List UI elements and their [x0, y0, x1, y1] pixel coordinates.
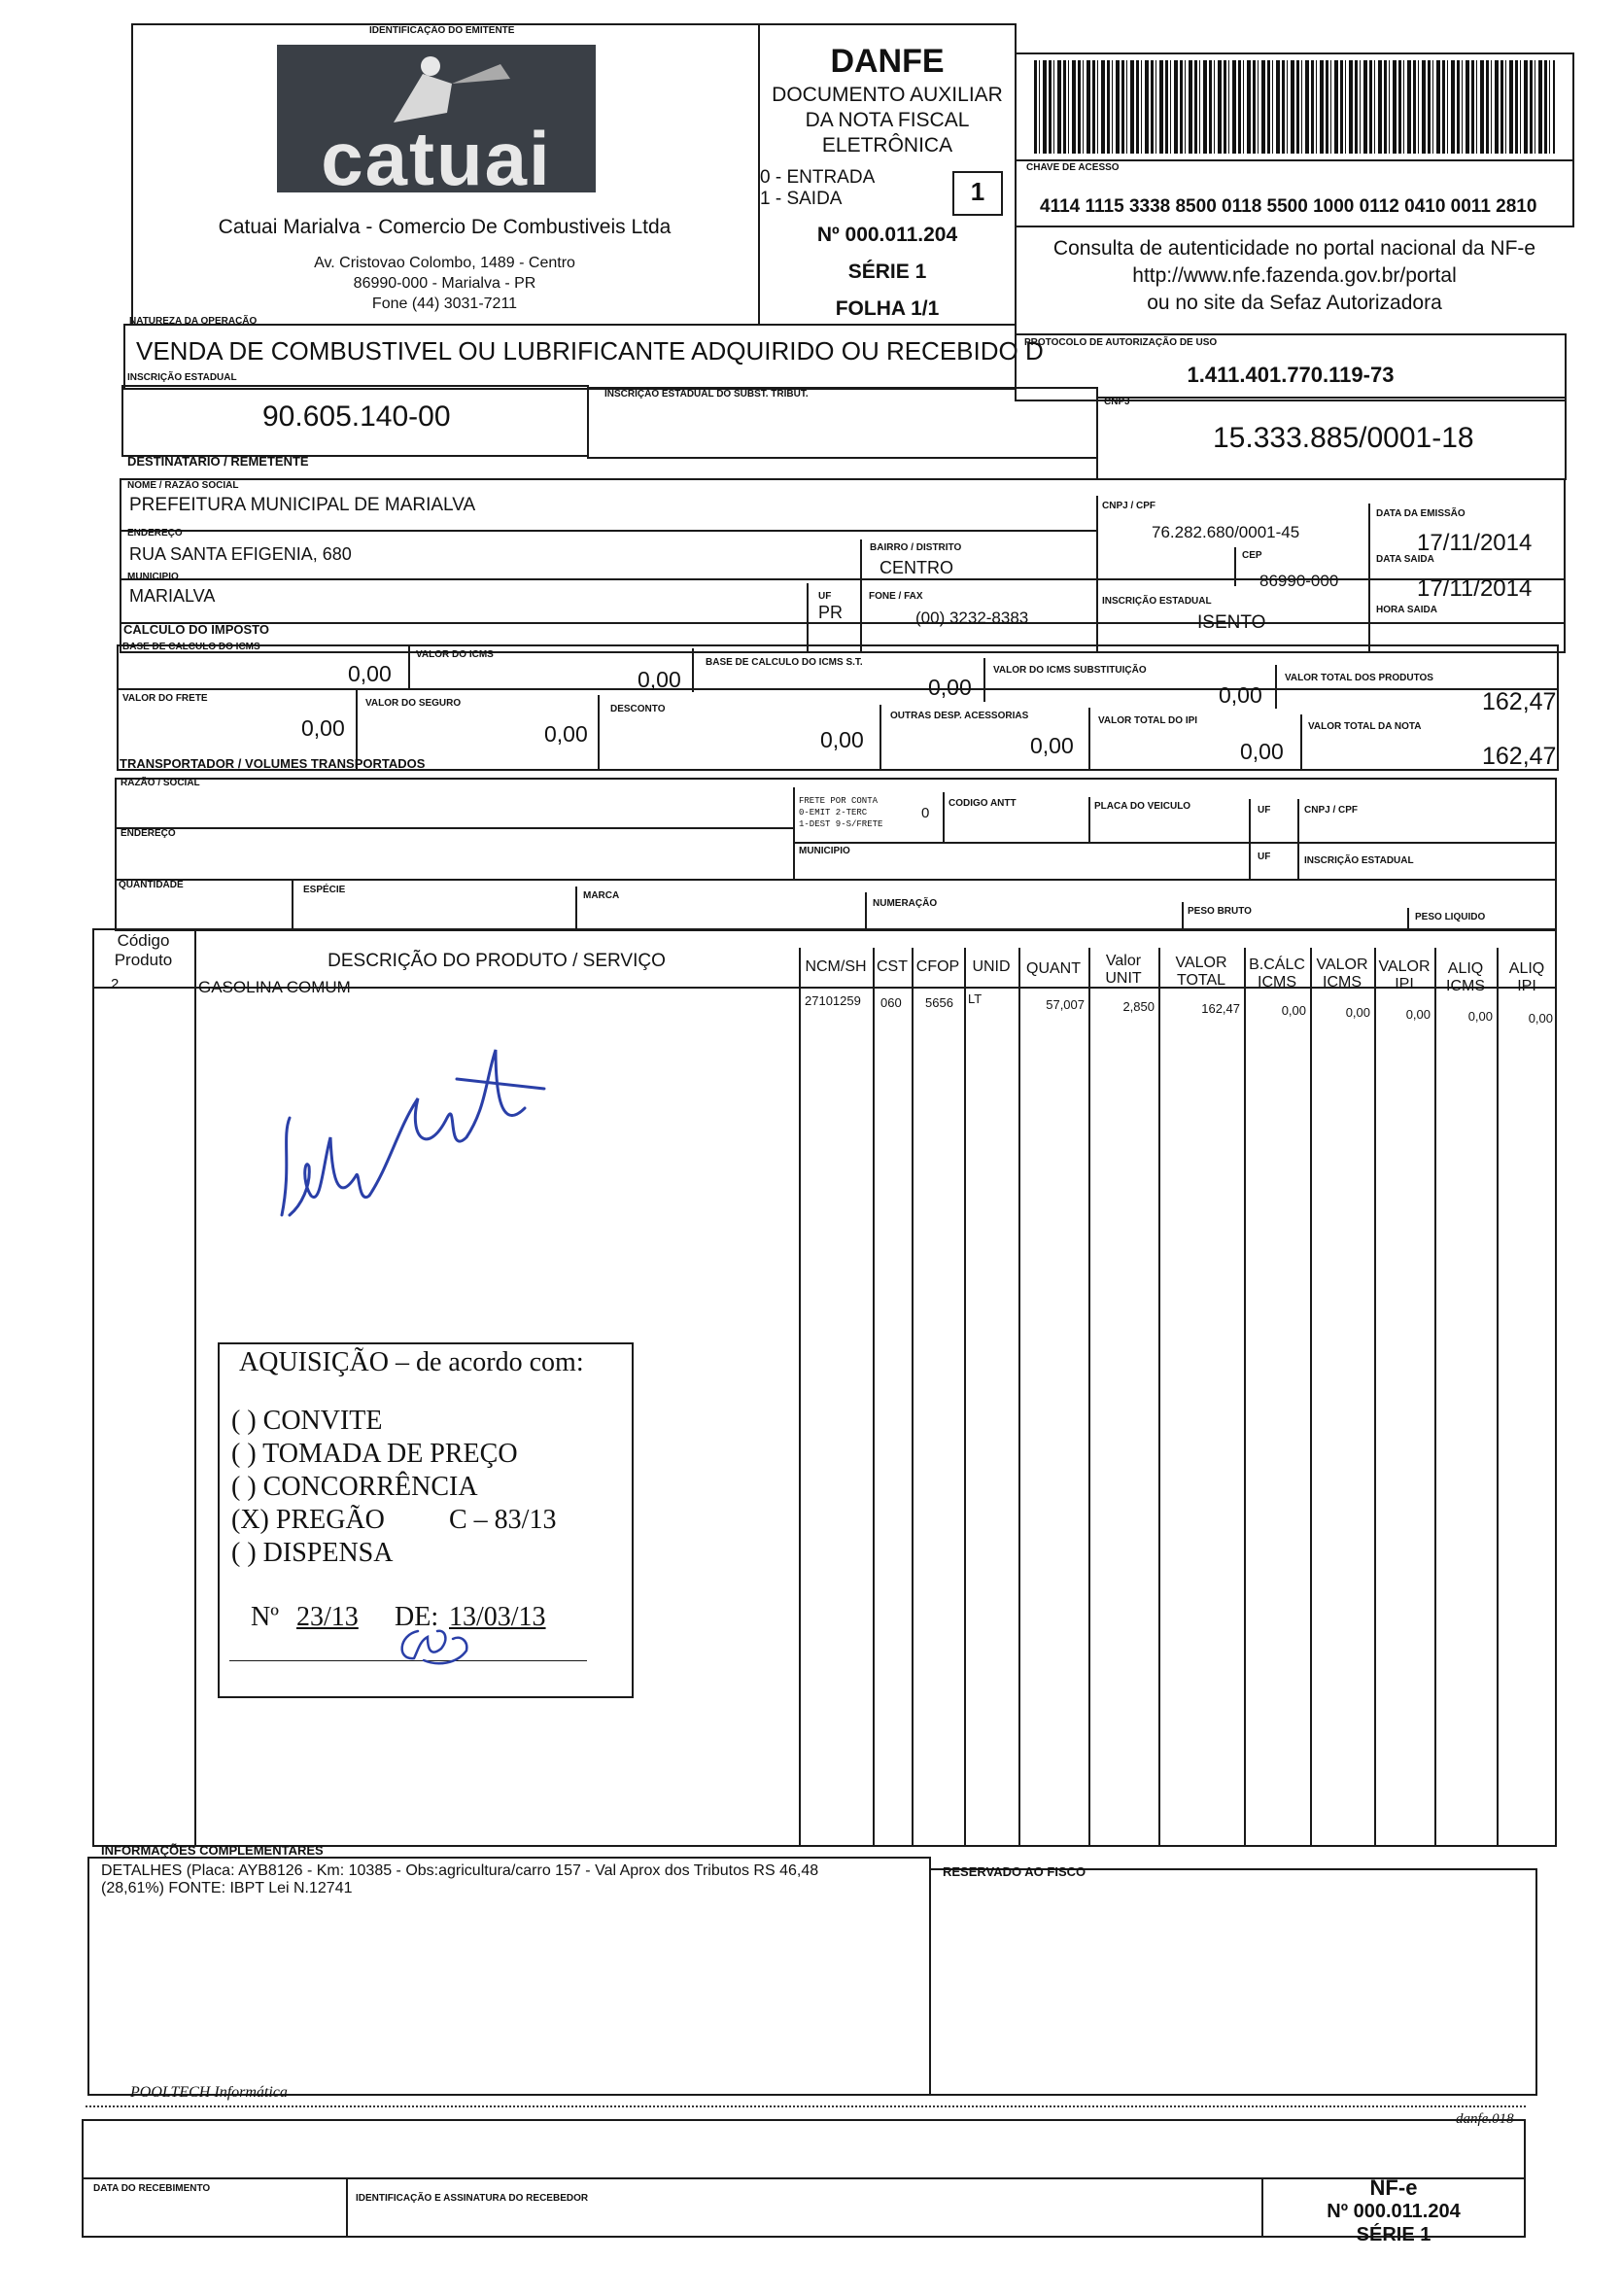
initials-signature [389, 1621, 476, 1668]
imposto-section: CÁLCULO DO IMPOSTO [123, 622, 269, 637]
row-aipi: 0,00 [1528, 1011, 1553, 1026]
dest-fone: (00) 3232-8383 [915, 609, 1029, 627]
dest-cnpj: 76.282.680/0001-45 [1152, 523, 1300, 541]
danfe-subtitle-1: DOCUMENTO AUXILIAR [772, 84, 1003, 106]
dest-bairro: CENTRO [879, 558, 953, 577]
col-cst: CST [877, 958, 908, 975]
stamp-num: 23/13 [296, 1602, 359, 1632]
info-line1: DETALHES (Placa: AYB8126 - Km: 10385 - Obs:agricultura/carro 157 - Val Aprox dos Tributos RS 46,48 [101, 1862, 819, 1879]
footer-numero: Nº 000.011.204 [1327, 2201, 1461, 2222]
col-vipi-2: IPI [1395, 976, 1414, 992]
valor-icms-label: VALOR DO ICMS [416, 649, 494, 660]
col-bcalc-2: ICMS [1258, 974, 1296, 991]
row-vunit: 2,850 [1122, 999, 1155, 1014]
frete: 0,00 [301, 715, 345, 741]
icms-sub-label: VALOR DO ICMS SUBSTITUIÇÃO [993, 665, 1147, 676]
col-cfop: CFOP [915, 958, 960, 975]
col-bcalc-1: B.CÁLC [1249, 957, 1305, 973]
row-ncm: 27101259 [805, 993, 861, 1008]
consulta-line1: Consulta de autenticidade no portal nacional da NF-e [1052, 237, 1536, 260]
stamp-de: 13/03/13 [449, 1602, 546, 1632]
row-descricao: GASOLINA COMUM [198, 978, 351, 996]
stamp-opt4-ref: C – 83/13 [449, 1505, 557, 1535]
dest-saida-label: DATA SAIDA [1376, 554, 1434, 565]
row-aicms: 0,00 [1467, 1009, 1493, 1024]
col-vunit-2: UNIT [1105, 970, 1142, 987]
chave-label: CHAVE DE ACESSO [1026, 162, 1120, 173]
frete-label: VALOR DO FRETE [122, 693, 208, 704]
total-prod-label: VALOR TOTAL DOS PRODUTOS [1285, 673, 1433, 683]
stamp-opt2: ( ) TOMADA DE PREÇO [231, 1439, 518, 1469]
emitente-city: 86990-000 - Marialva - PR [353, 275, 536, 292]
col-descricao: DESCRIÇÃO DO PRODUTO / SERVIÇO [328, 951, 666, 971]
natureza-label: NATUREZA DA OPERAÇÃO [129, 316, 258, 327]
dest-hora-label: HORA SAIDA [1376, 605, 1437, 615]
dest-emissao: 17/11/2014 [1417, 530, 1533, 556]
danfe-entrada: 0 - ENTRADA [760, 167, 876, 188]
outras-label: OUTRAS DESP. ACESSORIAS [890, 711, 1029, 721]
valor-icms: 0,00 [638, 667, 681, 692]
ie-st-label: INSCRIÇÃO ESTADUAL DO SUBST. TRIBUT. [604, 389, 809, 400]
emitente-section-label: IDENTIFICAÇÃO DO EMITENTE [369, 25, 515, 36]
col-vipi-1: VALOR [1378, 958, 1431, 975]
col-aipi-1: ALIQ [1508, 960, 1545, 977]
form-code: danfe.018 [1456, 2111, 1514, 2127]
stamp-num-label: Nº [251, 1602, 279, 1632]
ipi-label: VALOR TOTAL DO IPI [1098, 715, 1198, 726]
danfe-saida: 1 - SAIDA [760, 189, 843, 209]
danfe-folha: FOLHA 1/1 [835, 297, 940, 320]
outras: 0,00 [1030, 733, 1074, 758]
stamp-opt5: ( ) DISPENSA [231, 1538, 394, 1568]
row-vipi: 0,00 [1405, 1007, 1431, 1022]
dest-municipio-label: MUNICIPIO [127, 572, 179, 582]
stamp-opt1: ( ) CONVITE [231, 1406, 383, 1436]
stamp-title: AQUISIÇÃO – de acordo com: [239, 1347, 584, 1377]
transp-peso-bruto-label: PESO BRUTO [1188, 906, 1252, 917]
row-unid: LT [968, 991, 983, 1006]
fisco-label: RESERVADO AO FISCO [943, 1864, 1086, 1879]
recebimento-label: DATA DO RECEBIMENTO [93, 2183, 211, 2194]
barcode-icon [1034, 60, 1555, 154]
row-vicms: 0,00 [1345, 1005, 1370, 1020]
dest-bairro-label: BAIRRO / DISTRITO [870, 542, 962, 553]
info-line2: (28,61%) FONTE: IBPT Lei N.12741 [101, 1880, 353, 1896]
chave-value: 4114 1115 3338 8500 0118 5500 1000 0112 0410 0011 2810 [1040, 196, 1537, 217]
assinatura-label: IDENTIFICAÇÃO E ASSINATURA DO RECEBEDOR [356, 2193, 589, 2204]
consulta-line2: http://www.nfe.fazenda.gov.br/portal [1132, 264, 1457, 287]
transp-ie-label: INSCRIÇÃO ESTADUAL [1304, 855, 1414, 866]
total-nota-label: VALOR TOTAL DA NOTA [1308, 721, 1422, 732]
transp-frete-l1: FRETE POR CONTA [799, 796, 879, 806]
col-vicms-2: ICMS [1323, 974, 1362, 991]
row-cfop: 5656 [925, 995, 953, 1010]
col-unid: UNID [972, 958, 1011, 975]
transp-municipio-label: MUNICIPIO [799, 846, 850, 856]
info-label: INFORMAÇÕES COMPLEMENTARES [101, 1843, 324, 1858]
col-quant: QUANT [1026, 960, 1081, 977]
transp-especie-label: ESPÉCIE [303, 885, 346, 895]
dest-cep-label: CEP [1242, 550, 1262, 561]
dest-endereco-label: ENDEREÇO [127, 528, 183, 539]
row-quant: 57,007 [1046, 997, 1085, 1012]
danfe-serie: SÉRIE 1 [847, 261, 927, 283]
ie-value: 90.605.140-00 [262, 400, 451, 433]
total-prod: 162,47 [1482, 688, 1557, 715]
transp-uf2-label: UF [1258, 852, 1271, 862]
fisco-box [929, 1868, 1537, 2096]
transp-razao-label: RAZÃO / SOCIAL [121, 778, 200, 788]
dest-ie: ISENTO [1197, 612, 1266, 633]
transportador-section: TRANSPORTADOR / VOLUMES TRANSPORTADOS [120, 756, 426, 771]
dest-uf-label: UF [818, 591, 832, 602]
transp-peso-liquido-label: PESO LIQUIDO [1415, 912, 1486, 922]
col-vunit-1: Valor [1105, 953, 1142, 969]
transp-frete-val: 0 [921, 805, 930, 821]
col-aicms-2: ICMS [1446, 978, 1485, 994]
base-st-label: BASE DE CALCULO DO ICMS S.T. [706, 657, 863, 668]
danfe-title: DANFE [830, 43, 945, 80]
transp-quantidade-label: QUANTIDADE [119, 880, 184, 890]
row-vtotal: 162,47 [1201, 1001, 1240, 1016]
stamp-opt4: (X) PREGÃO [231, 1505, 385, 1535]
col-ncm: NCM/SH [805, 958, 867, 975]
dest-uf: PR [818, 603, 844, 622]
logo [277, 45, 596, 201]
col-codigo-1: Código [117, 931, 170, 950]
total-nota: 162,47 [1482, 743, 1557, 770]
transp-uf-label: UF [1258, 805, 1271, 816]
logo-text: catuai [321, 116, 552, 201]
transp-antt-label: CODIGO ANTT [948, 798, 1017, 809]
danfe-subtitle-3: ELETRÔNICA [821, 134, 953, 157]
dest-fone-label: FONE / FAX [869, 591, 923, 602]
ie-label: INSCRIÇÃO ESTADUAL [127, 372, 237, 383]
transp-placa-label: PLACA DO VEICULO [1094, 801, 1191, 812]
desconto-label: DESCONTO [610, 704, 666, 714]
transp-marca-label: MARCA [583, 890, 620, 901]
col-aipi-2: IPI [1517, 978, 1536, 994]
protocolo-label: PROTOCOLO DE AUTORIZAÇÃO DE USO [1024, 337, 1218, 348]
col-vtotal-1: VALOR [1175, 955, 1227, 971]
icms-sub: 0,00 [1219, 682, 1262, 708]
dest-nome-label: NOME / RAZÃO SOCIAL [127, 480, 239, 491]
destinatario-section: DESTINATARIO / REMETENTE [127, 454, 309, 469]
col-vtotal-2: TOTAL [1176, 972, 1226, 989]
footer-nfe: NF-e [1369, 2175, 1418, 2200]
base-icms: 0,00 [348, 661, 392, 686]
cnpj-value: 15.333.885/0001-18 [1213, 422, 1474, 454]
emitente-name: Catuai Marialva - Comercio De Combustiveis Ltda [218, 216, 672, 238]
signature [262, 1021, 583, 1273]
cut-line [86, 2105, 1526, 2107]
transp-frete-l2: 0-EMIT 2-TERC [799, 808, 868, 818]
col-vicms-1: VALOR [1316, 957, 1368, 973]
stamp-de-label: DE: [395, 1602, 439, 1632]
seguro-label: VALOR DO SEGURO [365, 698, 462, 709]
vendor-credit: POOLTECH Informática [130, 2084, 288, 2101]
dest-endereco: RUA SANTA EFIGENIA, 680 [129, 544, 352, 564]
dest-nome: PREFEITURA MUNICIPAL DE MARIALVA [129, 495, 476, 515]
dest-emissao-label: DATA DA EMISSÃO [1376, 508, 1466, 519]
consulta-line3: ou no site da Sefaz Autorizadora [1147, 292, 1442, 314]
desconto: 0,00 [820, 727, 864, 752]
transp-frete-l3: 1-DEST 9-S/FRETE [799, 819, 883, 829]
transp-endereco-label: ENDEREÇO [121, 828, 176, 839]
dest-saida: 17/11/2014 [1417, 575, 1533, 602]
transp-numeracao-label: NUMERAÇÃO [873, 898, 938, 909]
natureza-value: VENDA DE COMBUSTIVEL OU LUBRIFICANTE ADQUIRIDO OU RECEBIDO D [136, 336, 1044, 365]
base-st: 0,00 [928, 675, 972, 700]
danfe-tipo: 1 [970, 177, 985, 206]
transp-cnpj-label: CNPJ / CPF [1304, 805, 1359, 816]
ipi: 0,00 [1240, 739, 1284, 764]
row-cst: 060 [880, 995, 902, 1010]
col-codigo-2: Produto [114, 951, 173, 969]
dest-ie-label: INSCRIÇÃO ESTADUAL [1102, 596, 1212, 607]
emitente-address: Av. Cristovao Colombo, 1489 - Centro [314, 255, 575, 271]
seguro: 0,00 [544, 721, 588, 747]
footer-serie: SÉRIE 1 [1356, 2224, 1431, 2245]
danfe-numero: Nº 000.011.204 [816, 224, 958, 246]
col-aicms-1: ALIQ [1447, 960, 1484, 977]
base-icms-label: BASE DE CALCULO DO ICMS [122, 642, 260, 652]
emitente-phone: Fone (44) 3031-7211 [371, 296, 518, 312]
cnpj-label: CNPJ [1104, 397, 1130, 407]
danfe-subtitle-2: DA NOTA FISCAL [805, 109, 970, 131]
protocolo-value: 1.411.401.770.119-73 [1187, 363, 1395, 387]
row-codigo: 2 [111, 976, 120, 992]
dest-cep: 86990-000 [1259, 572, 1339, 590]
row-bcalc: 0,00 [1281, 1003, 1306, 1018]
dest-municipio: MARIALVA [129, 586, 216, 606]
dest-cnpj-label: CNPJ / CPF [1102, 501, 1156, 511]
stamp-opt3: ( ) CONCORRÊNCIA [231, 1472, 478, 1502]
